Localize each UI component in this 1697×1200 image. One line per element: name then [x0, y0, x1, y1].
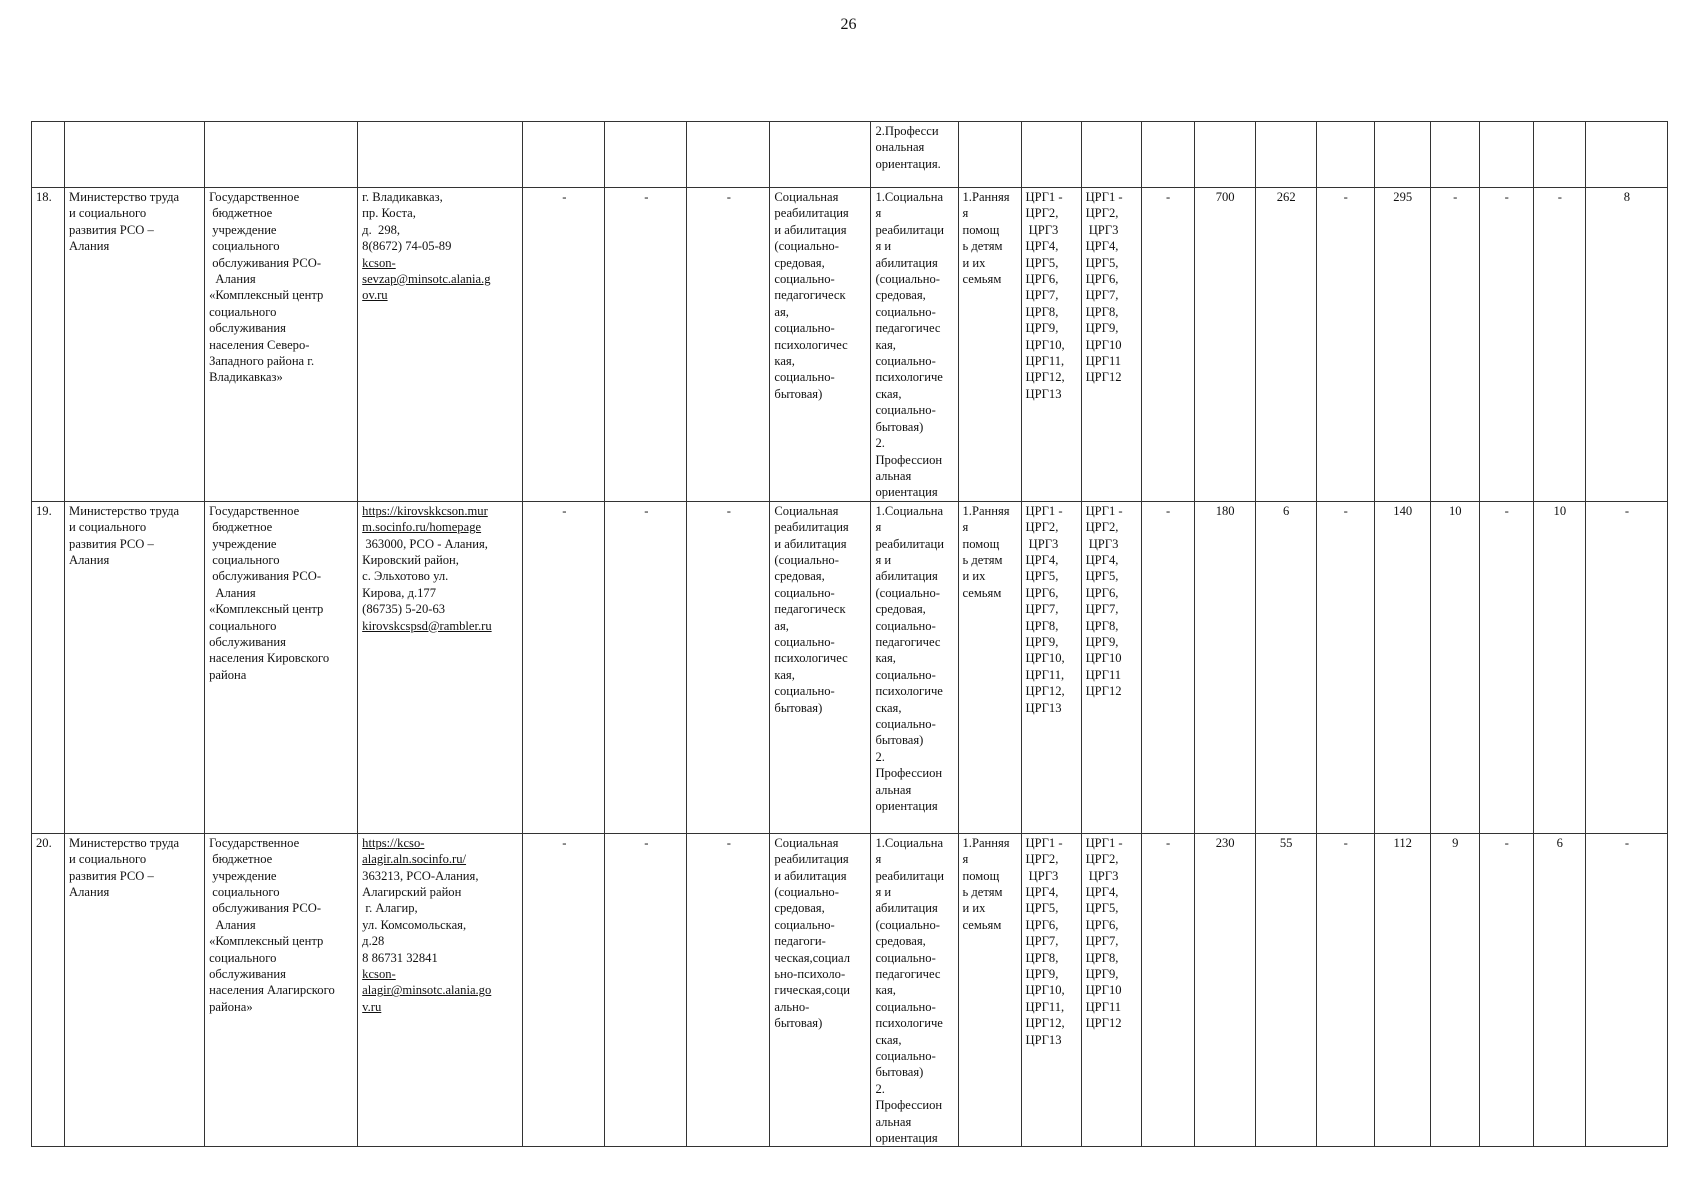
services-cell: Социальная реабилитация и абилитация (социально- средовая, социально- педагоги- ческая,социал ьно-психоло- гическая,соци ально- бытовая) [770, 833, 871, 1147]
institution-cell: Государственное бюджетное учреждение социального обслуживания РСО- Алания «Комплексный центр социального обслуживания населения Северо- Западного района г. Владикавказ» [205, 188, 358, 502]
email-link[interactable]: kcson- alagir@minsotc.alania.go v.ru [362, 966, 492, 1014]
ministry-cell: Министерство труда и социального развития РСО – Алания [65, 833, 205, 1147]
contacts-cell [358, 501, 523, 833]
cell-value: - [687, 188, 770, 502]
cell-value: - [1141, 833, 1194, 1147]
table-row [32, 188, 1668, 502]
cell-value: 262 [1255, 188, 1316, 502]
cell-value: - [1316, 188, 1374, 502]
contacts-cell [358, 188, 523, 502]
cell-value: 700 [1194, 188, 1255, 502]
cell-value: - [523, 188, 605, 502]
contacts-text: г. Владикавказ, пр. Коста, д. 298, 8(8672) 74-05-89 [362, 190, 452, 254]
cell-value: - [523, 833, 605, 1147]
cell-value: 180 [1194, 501, 1255, 833]
cell-value: 10 [1533, 501, 1585, 833]
cell-value: - [1141, 501, 1194, 833]
crg-cell: ЦРГ1 - ЦРГ2, ЦРГ3 ЦРГ4, ЦРГ5, ЦРГ6, ЦРГ7, ЦРГ8, ЦРГ9, ЦРГ10 ЦРГ11 ЦРГ12 [1081, 188, 1141, 502]
services-cell: Социальная реабилитация и абилитация (социально- средовая, социально- педагогическ ая, социально- психологичес кая, социально- бытовая) [770, 188, 871, 502]
continuation-row [32, 122, 1668, 188]
page-number: 26 [840, 16, 857, 33]
programs-cell: 2.Професси ональная ориентация. [871, 122, 958, 188]
cell-value: - [1479, 501, 1533, 833]
programs-cell: 1.Социальна я реабилитаци я и абилитация (социально- средовая, социально- педагогичес кая, социально- психологиче ская, социально- бытовая) 2. Профессион альная ориентация [871, 501, 958, 833]
website-link[interactable]: https://kirovskkcson.mur m.socinfo.ru/homepage [362, 503, 488, 535]
cell-value: - [1430, 188, 1479, 502]
cell-value: - [1141, 188, 1194, 502]
contacts-cell [358, 833, 523, 1147]
cell-value: 295 [1374, 188, 1430, 502]
programs-cell: 1.Социальна я реабилитаци я и абилитация (социально- средовая, социально- педагогичес кая, социально- психологиче ская, социально- бытовая) 2. Профессион альная ориентация [871, 188, 958, 502]
cell-value: - [605, 833, 687, 1147]
cell-value: - [1479, 833, 1533, 1147]
services-cell: Социальная реабилитация и абилитация (социально- средовая, социально- педагогическ ая, социально- психологичес кая, социально- бытовая) [770, 501, 871, 833]
cell-value: - [605, 188, 687, 502]
crg-cell: ЦРГ1 - ЦРГ2, ЦРГ3 ЦРГ4, ЦРГ5, ЦРГ6, ЦРГ7, ЦРГ8, ЦРГ9, ЦРГ10, ЦРГ11, ЦРГ12, ЦРГ13 [1021, 188, 1081, 502]
cell-value: 9 [1430, 833, 1479, 1147]
email-link[interactable]: kirovskcspsd@rambler.ru [362, 618, 492, 633]
website-link[interactable]: https://kcso- alagir.aln.socinfo.ru/ [362, 835, 467, 867]
email-link[interactable]: kcson- sevzap@minsotc.alania.g ov.ru [362, 255, 491, 303]
cell-value: - [1585, 501, 1667, 833]
cell-value: 55 [1255, 833, 1316, 1147]
contacts-text: 363213, РСО-Алания, Алагирский район г. Алагир, ул. Комсомольская, д.28 8 86731 32841 [362, 868, 479, 965]
cell-value: 6 [1255, 501, 1316, 833]
ministry-cell: Министерство труда и социального развития РСО – Алания [65, 501, 205, 833]
row-number: 18. [32, 188, 65, 502]
services-table [31, 121, 1668, 1147]
crg-cell: ЦРГ1 - ЦРГ2, ЦРГ3 ЦРГ4, ЦРГ5, ЦРГ6, ЦРГ7, ЦРГ8, ЦРГ9, ЦРГ10, ЦРГ11, ЦРГ12, ЦРГ13 [1021, 501, 1081, 833]
institution-cell: Государственное бюджетное учреждение социального обслуживания РСО- Алания «Комплексный центр социального обслуживания населения Кировского района [205, 501, 358, 833]
row-number: 20. [32, 833, 65, 1147]
cell-value: 10 [1430, 501, 1479, 833]
cell-value: 140 [1374, 501, 1430, 833]
cell-value: - [1316, 501, 1374, 833]
early-help-cell: 1.Ранняя я помощ ь детям и их семьям [958, 833, 1021, 1147]
crg-cell: ЦРГ1 - ЦРГ2, ЦРГ3 ЦРГ4, ЦРГ5, ЦРГ6, ЦРГ7, ЦРГ8, ЦРГ9, ЦРГ10 ЦРГ11 ЦРГ12 [1081, 501, 1141, 833]
cell-value: - [605, 501, 687, 833]
cell-value: 6 [1533, 833, 1585, 1147]
cell-value: - [687, 833, 770, 1147]
row-number: 19. [32, 501, 65, 833]
contacts-text: 363000, РСО - Алания, Кировский район, с. Эльхотово ул. Кирова, д.177 (86735) 5-20-63 [362, 536, 488, 617]
institution-cell: Государственное бюджетное учреждение социального обслуживания РСО- Алания «Комплексный центр социального обслуживания населения Алагирского района» [205, 833, 358, 1147]
early-help-cell: 1.Ранняя я помощ ь детям и их семьям [958, 188, 1021, 502]
cell-value: - [687, 501, 770, 833]
cell-value: - [1479, 188, 1533, 502]
cell-value: - [1316, 833, 1374, 1147]
table-row [32, 833, 1668, 1147]
cell-value: 230 [1194, 833, 1255, 1147]
cell-value: 8 [1585, 188, 1667, 502]
crg-cell: ЦРГ1 - ЦРГ2, ЦРГ3 ЦРГ4, ЦРГ5, ЦРГ6, ЦРГ7, ЦРГ8, ЦРГ9, ЦРГ10, ЦРГ11, ЦРГ12, ЦРГ13 [1021, 833, 1081, 1147]
crg-cell: ЦРГ1 - ЦРГ2, ЦРГ3 ЦРГ4, ЦРГ5, ЦРГ6, ЦРГ7, ЦРГ8, ЦРГ9, ЦРГ10 ЦРГ11 ЦРГ12 [1081, 833, 1141, 1147]
programs-cell: 1.Социальна я реабилитаци я и абилитация (социально- средовая, социально- педагогичес кая, социально- психологиче ская, социально- бытовая) 2. Профессион альная ориентация [871, 833, 958, 1147]
cell-value: - [1533, 188, 1585, 502]
cell-value: - [1585, 833, 1667, 1147]
cell-value: - [523, 501, 605, 833]
early-help-cell: 1.Ранняя я помощ ь детям и их семьям [958, 501, 1021, 833]
ministry-cell: Министерство труда и социального развития РСО – Алания [65, 188, 205, 502]
cell-value: 112 [1374, 833, 1430, 1147]
table-row [32, 501, 1668, 833]
